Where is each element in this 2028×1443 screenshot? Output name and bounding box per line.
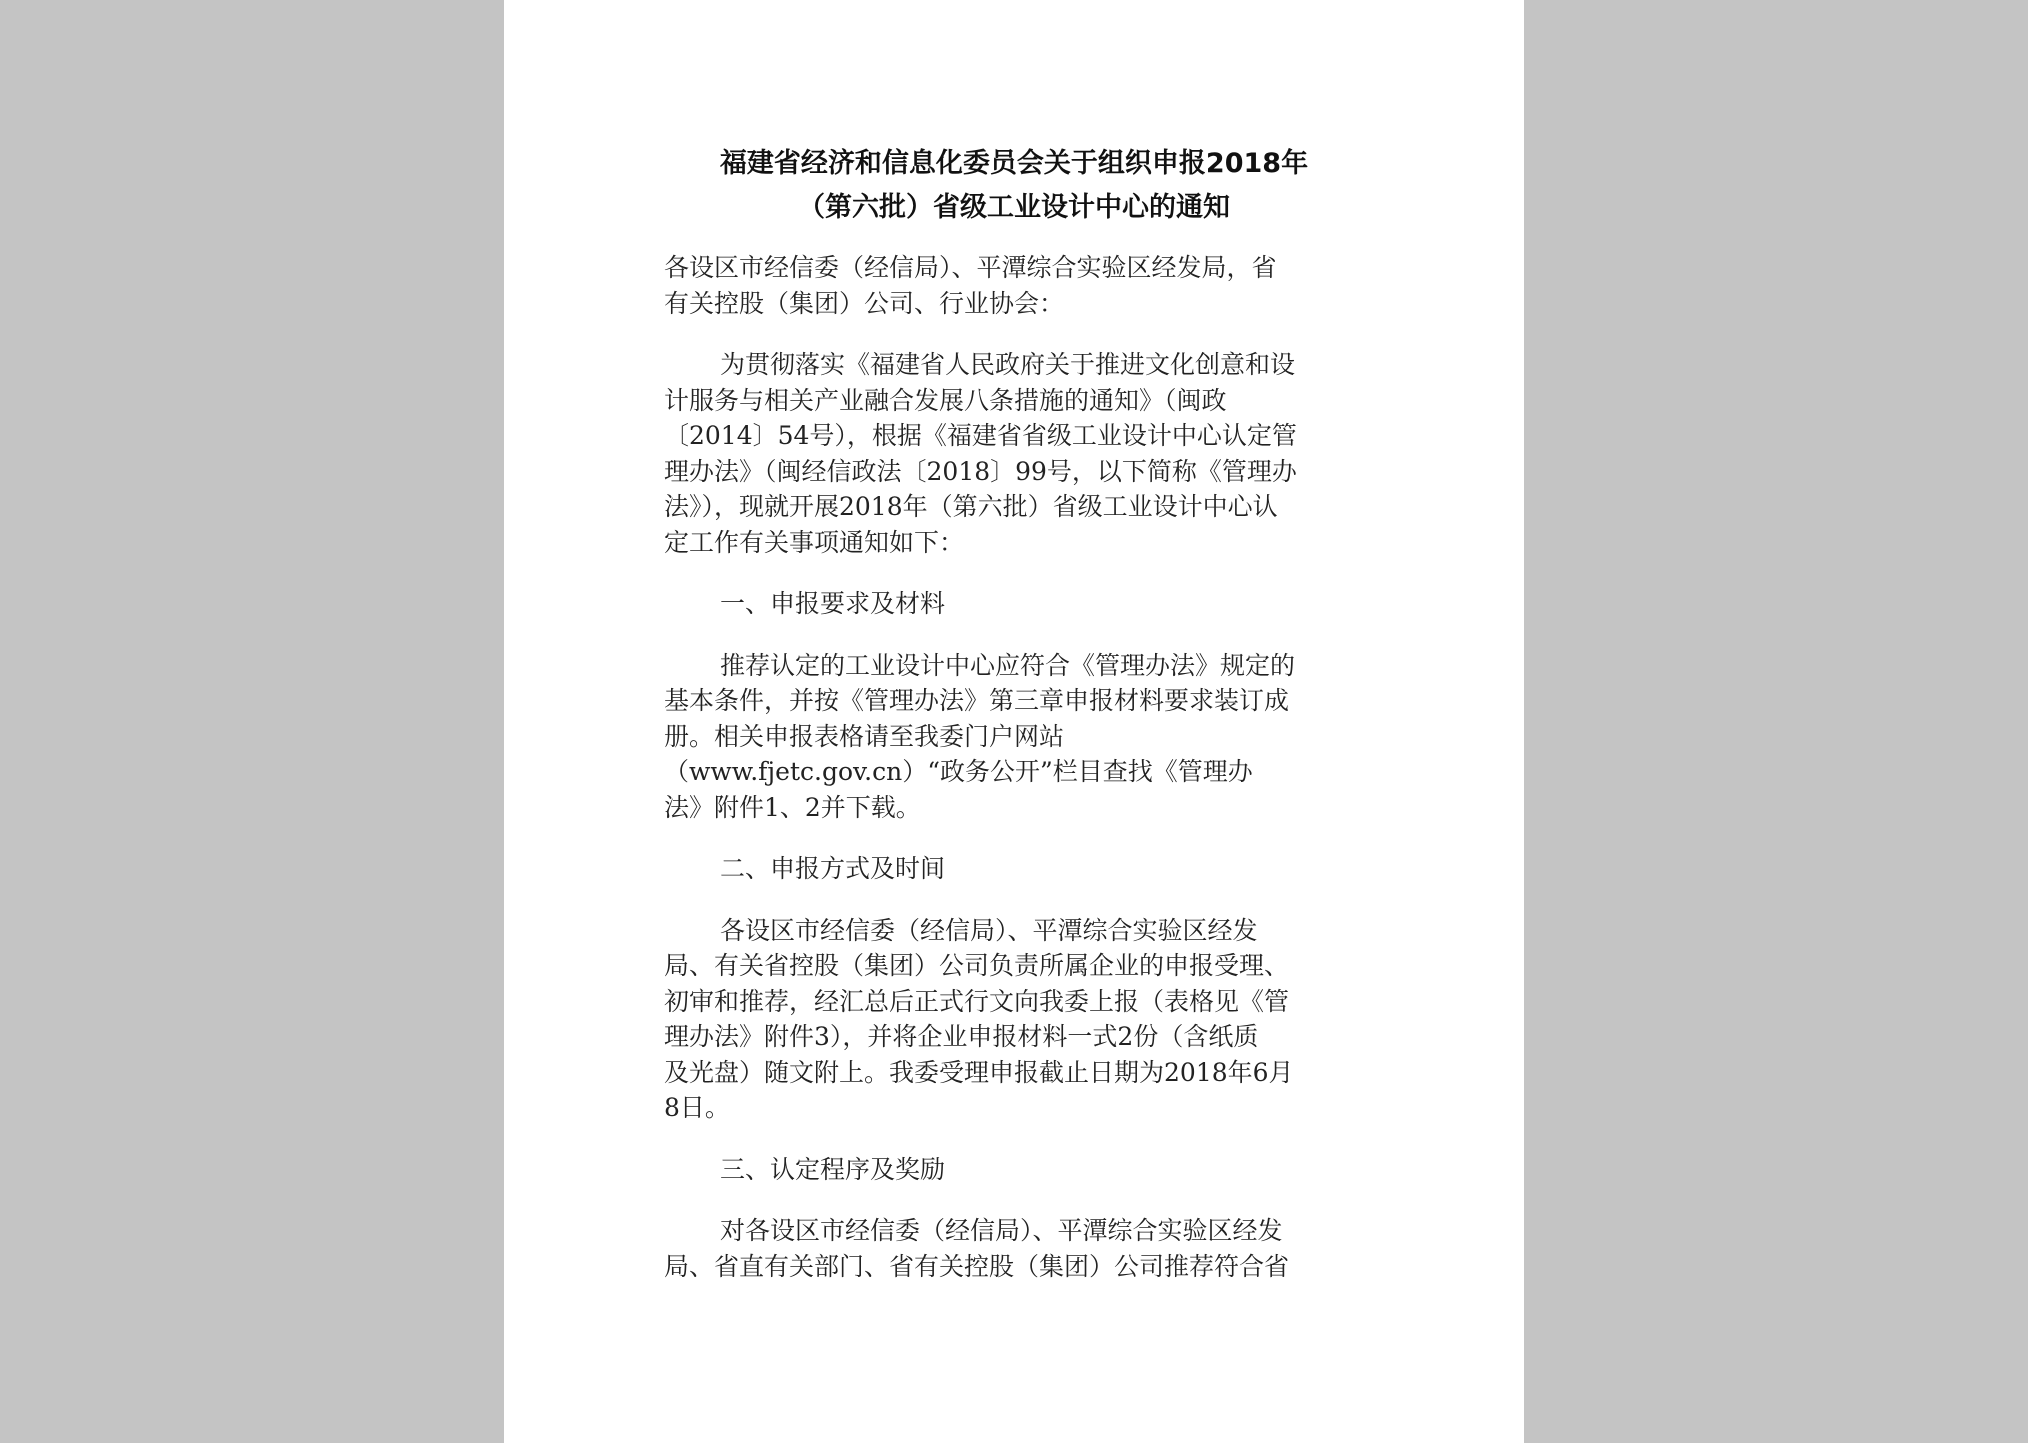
section-1-heading <box>664 586 1364 622</box>
intro-line-3: 〔2014〕54号），根据《福建省省级工业设计中心认定管 <box>664 421 1297 450</box>
document-title <box>664 142 1364 230</box>
section-1-line-3: 册。相关申报表格请至我委门户网站 <box>664 721 1065 751</box>
title-line-2: （第六批）省级工业设计中心的通知 <box>798 192 1230 223</box>
title-line-1: 福建省经济和信息化委员会关于组织申报2018年 <box>719 148 1309 179</box>
section-3-line-2: 局、省直有关部门、省有关控股（集团）公司推荐符合省 <box>664 1251 1290 1281</box>
section-2-line-6: 8日。 <box>664 1093 730 1122</box>
section-2-line-5: 及光盘）随文附上。我委受理申报截止日期为2018年6月 <box>664 1057 1294 1087</box>
section-2-line-3: 初审和推荐，经汇总后正式行文向我委上报（表格见《管 <box>664 986 1290 1016</box>
intro-line-2: 计服务与相关产业融合发展八条措施的通知》（闽政 <box>664 385 1227 415</box>
intro-line-6: 定工作有关事项通知如下： <box>664 527 965 557</box>
section-2-line-4: 理办法》附件3），并将企业申报材料一式2份（含纸质 <box>664 1022 1259 1051</box>
addressee-line-1: 各设区市经信委（经信局）、平潭综合实验区经发局，省 <box>664 253 1277 282</box>
section-1-line-5: 法》附件1、2并下载。 <box>664 792 921 822</box>
intro-line-1: 为贯彻落实《福建省人民政府关于推进文化创意和设 <box>720 350 1296 379</box>
section-3-heading <box>664 1152 1364 1188</box>
section-1-heading-text: 一、申报要求及材料 <box>720 589 946 618</box>
section-2-paragraph <box>664 913 1364 1126</box>
document-body <box>664 250 1364 1310</box>
addressee-line-2: 有关控股（集团）公司、行业协会： <box>664 288 1065 318</box>
section-1-line-4: （www.fjetc.gov.cn）“政务公开”栏目查找《管理办 <box>664 757 1253 786</box>
section-2-heading <box>664 851 1364 887</box>
intro-line-4: 理办法》（闽经信政法〔2018〕99号，以下简称《管理办 <box>664 456 1297 486</box>
section-2-heading-text: 二、申报方式及时间 <box>720 854 946 883</box>
section-3-paragraph <box>664 1213 1364 1284</box>
intro-paragraph <box>664 347 1364 560</box>
section-2-line-1: 各设区市经信委（经信局）、平潭综合实验区经发 <box>720 915 1258 945</box>
section-1-line-2: 基本条件，并按《管理办法》第三章申报材料要求装订成 <box>664 686 1290 715</box>
document-page <box>504 0 1524 1443</box>
intro-line-5: 法》），现就开展2018年（第六批）省级工业设计中心认 <box>664 492 1278 521</box>
section-1-paragraph <box>664 648 1364 826</box>
section-1-line-1: 推荐认定的工业设计中心应符合《管理办法》规定的 <box>720 650 1296 680</box>
section-3-heading-text: 三、认定程序及奖励 <box>720 1154 946 1184</box>
section-3-line-1: 对各设区市经信委（经信局）、平潭综合实验区经发 <box>720 1216 1283 1245</box>
section-2-line-2: 局、有关省控股（集团）公司负责所属企业的申报受理、 <box>664 951 1290 980</box>
addressee-paragraph <box>664 250 1364 321</box>
